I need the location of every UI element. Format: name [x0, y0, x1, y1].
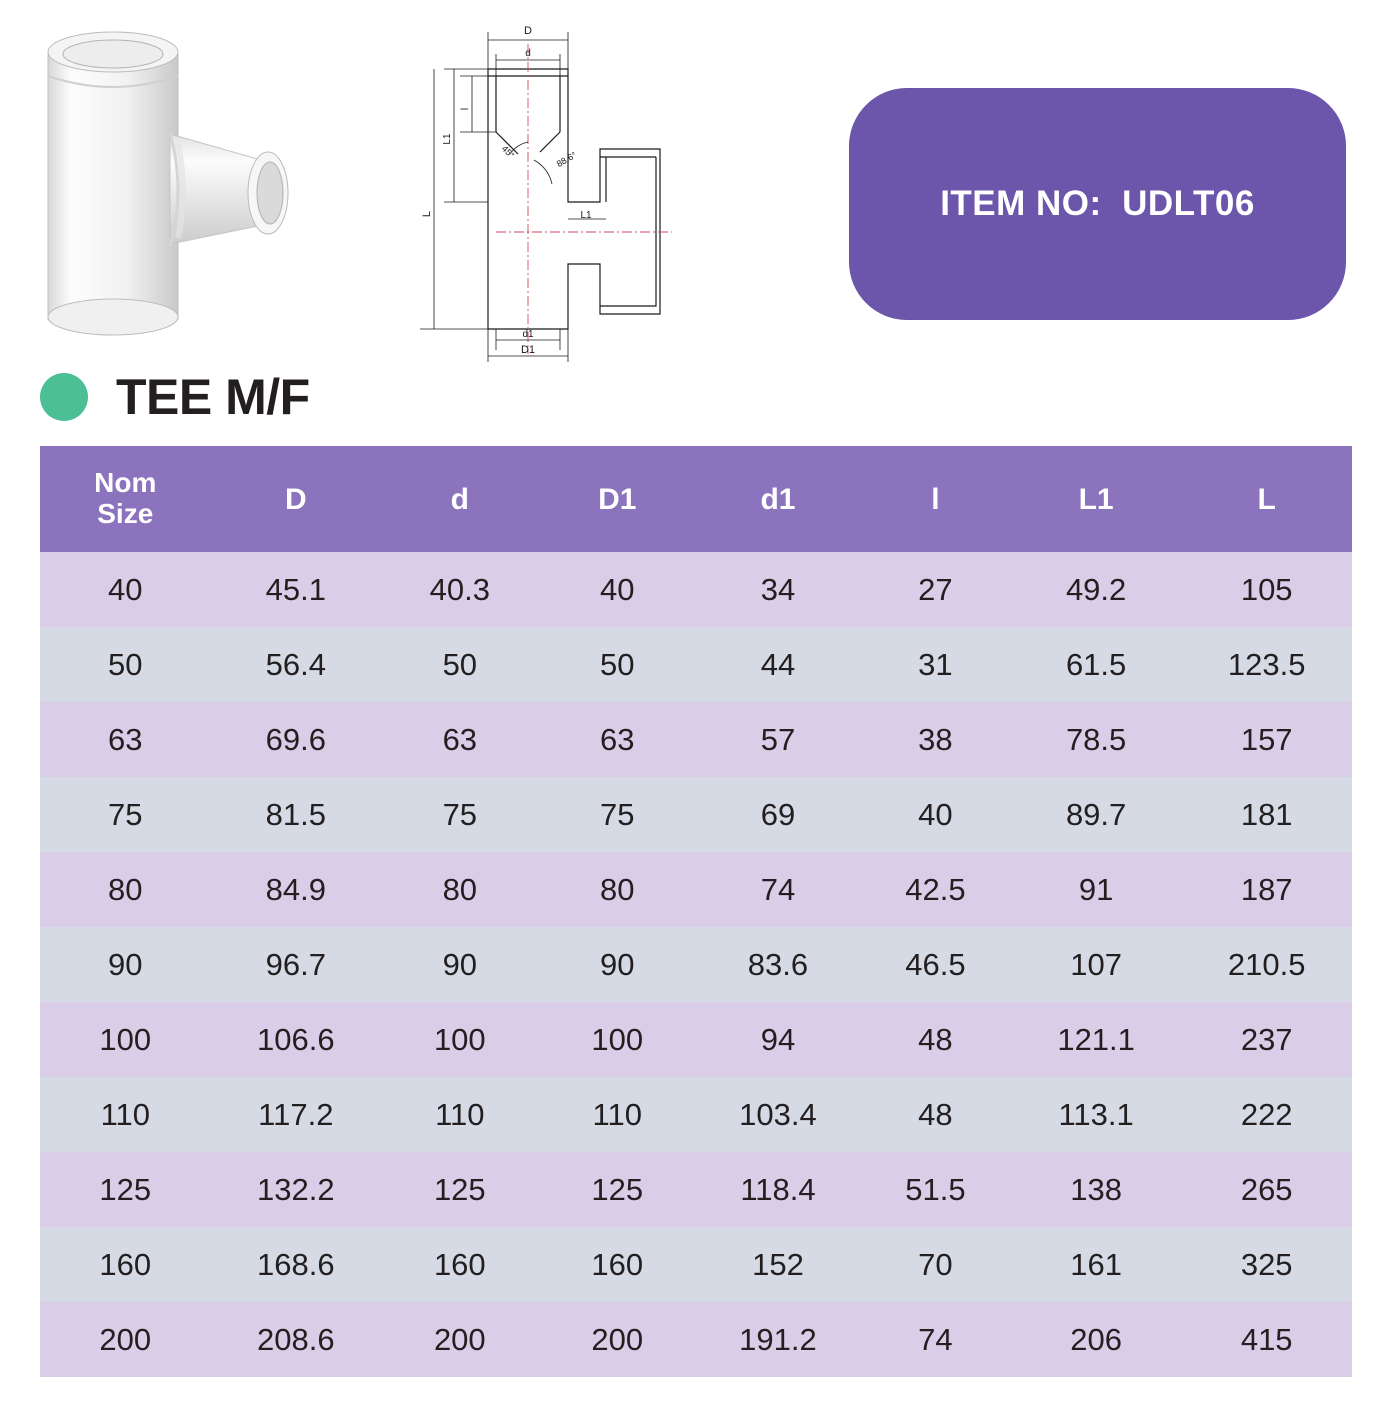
cell-D: 117.2 [211, 1077, 382, 1152]
dim-label-L: L [421, 210, 433, 218]
item-number-text: ITEM NO: UDLT06 [940, 184, 1255, 223]
cell-D1: 125 [539, 1152, 696, 1227]
specification-table [40, 446, 1352, 1377]
cell-L: 210.5 [1181, 927, 1352, 1002]
cell-D: 45.1 [211, 552, 382, 627]
top-illustration-area [0, 0, 1393, 360]
cell-nom-size: 100 [40, 1002, 211, 1077]
angle-label-45: 45° [499, 143, 517, 161]
cell-d: 125 [381, 1152, 538, 1227]
cell-L: 157 [1181, 702, 1352, 777]
cell-D: 84.9 [211, 852, 382, 927]
cell-d: 100 [381, 1002, 538, 1077]
cell-d1: 57 [696, 702, 860, 777]
table-row [40, 777, 1352, 852]
cell-D1: 110 [539, 1077, 696, 1152]
cell-d: 90 [381, 927, 538, 1002]
cell-d1: 103.4 [696, 1077, 860, 1152]
cell-d1: 34 [696, 552, 860, 627]
cell-D: 168.6 [211, 1227, 382, 1302]
cell-D1: 50 [539, 627, 696, 702]
cell-nom-size: 50 [40, 627, 211, 702]
cell-d1: 74 [696, 852, 860, 927]
cell-L1: 121.1 [1011, 1002, 1182, 1077]
table-row [40, 852, 1352, 927]
cell-L1: 61.5 [1011, 627, 1182, 702]
cell-nom-size: 110 [40, 1077, 211, 1152]
column-header-l: l [860, 446, 1011, 552]
cell-l: 48 [860, 1077, 1011, 1152]
table-row [40, 1077, 1352, 1152]
cell-D: 81.5 [211, 777, 382, 852]
column-header-D: D [211, 446, 382, 552]
dim-label-D: D [524, 25, 532, 37]
technical-drawing [400, 14, 680, 364]
cell-l: 42.5 [860, 852, 1011, 927]
cell-l: 51.5 [860, 1152, 1011, 1227]
cell-D1: 200 [539, 1302, 696, 1377]
table-header-row [40, 446, 1352, 552]
column-header-L1: L1 [1011, 446, 1182, 552]
cell-L: 105 [1181, 552, 1352, 627]
spec-table-container [40, 446, 1352, 1377]
cell-D1: 75 [539, 777, 696, 852]
dim-label-L1: L1 [442, 133, 453, 145]
column-header-D1: D1 [539, 446, 696, 552]
column-header-d: d [381, 446, 538, 552]
cell-l: 40 [860, 777, 1011, 852]
column-header-nom-size [40, 446, 211, 552]
cell-d1: 152 [696, 1227, 860, 1302]
table-row [40, 927, 1352, 1002]
cell-L1: 49.2 [1011, 552, 1182, 627]
cell-nom-size: 90 [40, 927, 211, 1002]
cell-d1: 191.2 [696, 1302, 860, 1377]
cell-l: 70 [860, 1227, 1011, 1302]
page-title: TEE M/F [116, 369, 310, 425]
cell-D: 208.6 [211, 1302, 382, 1377]
cell-nom-size: 40 [40, 552, 211, 627]
cell-nom-size: 200 [40, 1302, 211, 1377]
cell-d1: 83.6 [696, 927, 860, 1002]
cell-D1: 40 [539, 552, 696, 627]
cell-d1: 44 [696, 627, 860, 702]
cell-D: 132.2 [211, 1152, 382, 1227]
cell-d: 200 [381, 1302, 538, 1377]
cell-L1: 78.5 [1011, 702, 1182, 777]
dim-label-d: d [525, 48, 531, 59]
table-row [40, 1302, 1352, 1377]
cell-l: 46.5 [860, 927, 1011, 1002]
cell-d: 80 [381, 852, 538, 927]
cell-nom-size: 160 [40, 1227, 211, 1302]
cell-L: 415 [1181, 1302, 1352, 1377]
cell-D: 56.4 [211, 627, 382, 702]
dim-label-D1: D1 [520, 344, 536, 356]
cell-L1: 89.7 [1011, 777, 1182, 852]
cell-l: 38 [860, 702, 1011, 777]
cell-L1: 91 [1011, 852, 1182, 927]
section-title [40, 368, 310, 426]
cell-D: 96.7 [211, 927, 382, 1002]
cell-l: 48 [860, 1002, 1011, 1077]
cell-nom-size: 80 [40, 852, 211, 927]
cell-L: 222 [1181, 1077, 1352, 1152]
cell-d: 75 [381, 777, 538, 852]
cell-D1: 90 [539, 927, 696, 1002]
cell-L: 187 [1181, 852, 1352, 927]
cell-L: 237 [1181, 1002, 1352, 1077]
cell-d1: 94 [696, 1002, 860, 1077]
cell-L: 181 [1181, 777, 1352, 852]
cell-l: 31 [860, 627, 1011, 702]
cell-D: 106.6 [211, 1002, 382, 1077]
column-header-d1: d1 [696, 446, 860, 552]
cell-D1: 100 [539, 1002, 696, 1077]
product-photo [30, 14, 310, 344]
cell-L1: 161 [1011, 1227, 1182, 1302]
table-row [40, 552, 1352, 627]
table-row [40, 1002, 1352, 1077]
angle-label-88: 88.6° [554, 149, 579, 170]
dim-label-d1: d1 [522, 329, 534, 340]
table-row [40, 1152, 1352, 1227]
cell-L: 265 [1181, 1152, 1352, 1227]
table-row [40, 702, 1352, 777]
cell-d1: 118.4 [696, 1152, 860, 1227]
table-row [40, 1227, 1352, 1302]
cell-D: 69.6 [211, 702, 382, 777]
cell-d: 50 [381, 627, 538, 702]
table-body [40, 552, 1352, 1377]
cell-D1: 80 [539, 852, 696, 927]
column-header-L: L [1181, 446, 1352, 552]
cell-L1: 206 [1011, 1302, 1182, 1377]
cell-d: 40.3 [381, 552, 538, 627]
cell-d: 110 [381, 1077, 538, 1152]
cell-L1: 107 [1011, 927, 1182, 1002]
cell-l: 74 [860, 1302, 1011, 1377]
cell-L: 325 [1181, 1227, 1352, 1302]
cell-d1: 69 [696, 777, 860, 852]
item-number-badge [849, 88, 1346, 320]
cell-nom-size: 75 [40, 777, 211, 852]
column-header-nom-line2: Size [97, 498, 154, 529]
cell-L1: 138 [1011, 1152, 1182, 1227]
table-row [40, 627, 1352, 702]
cell-nom-size: 63 [40, 702, 211, 777]
cell-nom-size: 125 [40, 1152, 211, 1227]
dim-label-L1-branch: L1 [580, 210, 592, 221]
cell-D1: 160 [539, 1227, 696, 1302]
cell-D1: 63 [539, 702, 696, 777]
bullet-icon [40, 373, 88, 421]
cell-l: 27 [860, 552, 1011, 627]
cell-L1: 113.1 [1011, 1077, 1182, 1152]
cell-L: 123.5 [1181, 627, 1352, 702]
column-header-nom-line1: Nom [94, 467, 157, 499]
cell-d: 63 [381, 702, 538, 777]
cell-d: 160 [381, 1227, 538, 1302]
dim-label-l: l [460, 107, 471, 111]
